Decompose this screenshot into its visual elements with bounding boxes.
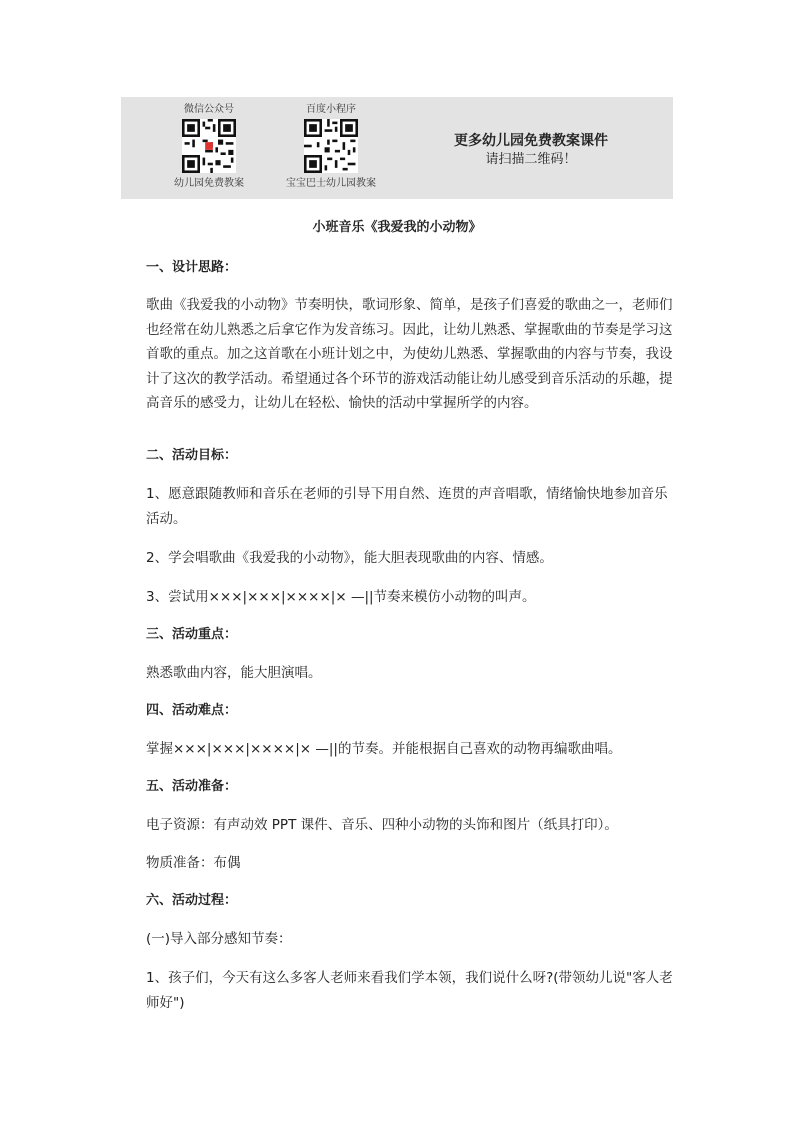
goal-3: 3、尝试用×××|×××|××××|× —||节奏来模仿小动物的叫声。 bbox=[146, 589, 536, 605]
promo-banner bbox=[121, 97, 673, 199]
baidu-qr-block bbox=[276, 97, 386, 191]
wechat-qr-block bbox=[154, 97, 264, 191]
section-3-text: 熟悉歌曲内容，能大胆演唱。 bbox=[146, 665, 322, 681]
baidu-qr-code-icon bbox=[304, 119, 358, 173]
promo-line-1: 更多幼儿园免费教案课件 bbox=[454, 133, 608, 149]
section-1-heading: 一、设计思路： bbox=[146, 260, 238, 275]
section-3-heading: 三、活动重点： bbox=[146, 627, 238, 642]
section-6-subheading: (一)导入部分感知节奏： bbox=[146, 931, 292, 947]
section-6-heading: 六、活动过程： bbox=[146, 893, 238, 908]
section-1-paragraph: 歌曲《我爱我的小动物》节奏明快，歌词形象、简单，是孩子们喜爱的歌曲之一，老师们也经常在幼儿熟悉之后拿它作为发音练习。因此，让幼儿熟悉、掌握歌曲的节奏是学习这首歌的重点。加之这首歌在小班计划之中，为使幼儿熟悉、掌握歌曲的内容与节奏，我设计了这次的教学活动。希望通过各个环节的游戏活动能让幼儿感受到音乐活动的乐趣，提高音乐的感受力，让幼儿在轻松、愉快的活动中掌握所学的内容。 bbox=[146, 297, 673, 411]
section-5-heading: 五、活动准备： bbox=[146, 779, 238, 794]
promo-line-2: 请扫描二维码！ bbox=[485, 152, 577, 167]
goal-2: 2、学会唱歌曲《我爱我的小动物》，能大胆表现歌曲的内容、情感。 bbox=[146, 550, 553, 566]
section-5-text-1: 电子资源：有声动效 PPT 课件、音乐、四种小动物的头饰和图片（纸具打印）。 bbox=[146, 817, 618, 833]
wechat-caption: 幼儿园免费教案 bbox=[174, 178, 244, 189]
goal-1: 1、愿意跟随教师和音乐在老师的引导下用自然、连贯的声音唱歌，情绪愉快地参加音乐活动。 bbox=[146, 486, 668, 527]
document-title: 小班音乐《我爱我的小动物》 bbox=[312, 220, 482, 235]
baidu-title: 百度小程序 bbox=[306, 104, 356, 115]
wechat-qr-code-icon bbox=[182, 119, 236, 173]
promo-text bbox=[431, 131, 631, 169]
section-4-heading: 四、活动难点： bbox=[146, 703, 238, 718]
baidu-caption: 宝宝巴士幼儿园教案 bbox=[286, 178, 376, 189]
section-2-heading: 二、活动目标： bbox=[146, 448, 238, 463]
wechat-title: 微信公众号 bbox=[184, 104, 234, 115]
section-6-step-1: 1、孩子们，今天有这么多客人老师来看我们学本领，我们说什么呀?(带领幼儿说"客人老师好") bbox=[146, 970, 673, 1011]
section-5-text-2: 物质准备：布偶 bbox=[146, 855, 241, 871]
section-4-text: 掌握×××|×××|××××|× —||的节奏。并能根据自己喜欢的动物再编歌曲唱。 bbox=[146, 741, 622, 757]
